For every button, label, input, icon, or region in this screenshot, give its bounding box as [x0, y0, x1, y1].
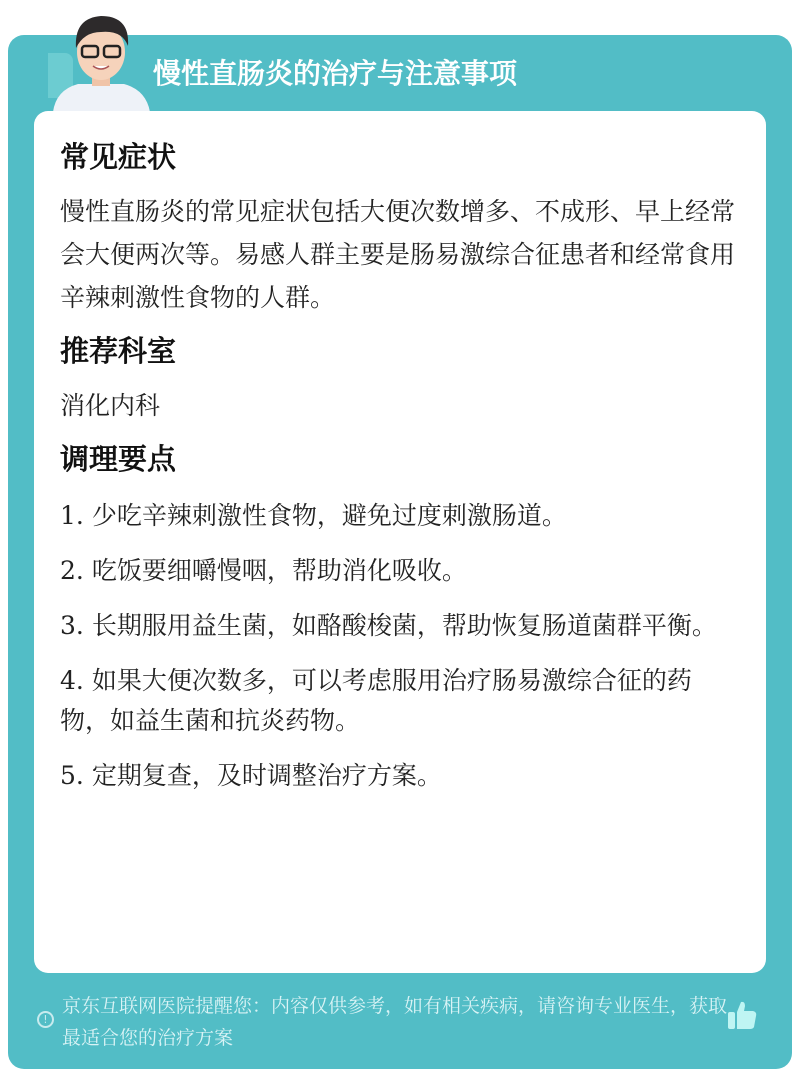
care-item-number: 1.	[60, 501, 84, 530]
department-heading: 推荐科室	[60, 334, 177, 368]
care-list	[60, 496, 740, 796]
disclaimer-text: 京东互联网医院提醒您：内容仅供参考，如有相关疾病，请咨询专业医生，获取最适合您的治疗方案	[62, 995, 728, 1049]
page-title: 慢性直肠炎的治疗与注意事项	[153, 57, 518, 90]
care-heading: 调理要点	[60, 442, 177, 476]
doctor-avatar	[48, 8, 154, 112]
care-item	[60, 551, 740, 591]
care-item-text: 如果大便次数多，可以考虑服用治疗肠易激综合征的药物，如益生菌和抗炎药物。	[60, 666, 692, 735]
care-item-number: 4.	[60, 666, 84, 695]
symptoms-text: 慢性直肠炎的常见症状包括大便次数增多、不成形、早上经常会大便两次等。易感人群主要是肠易激综合征患者和经常食用辛辣刺激性食物的人群。	[60, 197, 736, 312]
care-item-text: 吃饭要细嚼慢咽，帮助消化吸收。	[91, 556, 467, 585]
care-item-number: 3.	[60, 611, 84, 640]
care-item-text: 定期复查，及时调整治疗方案。	[91, 761, 442, 790]
symptoms-heading: 常见症状	[60, 140, 177, 174]
care-item	[60, 496, 740, 536]
care-item	[60, 661, 740, 741]
department-text: 消化内科	[60, 391, 161, 420]
care-item-number: 2.	[60, 556, 84, 585]
care-item	[60, 606, 740, 646]
info-icon: !	[37, 1011, 54, 1028]
care-item-text: 少吃辛辣刺激性食物，避免过度刺激肠道。	[91, 501, 567, 530]
care-item-text: 长期服用益生菌，如酪酸梭菌，帮助恢复肠道菌群平衡。	[91, 611, 717, 640]
info-card	[34, 111, 766, 973]
care-item-number: 5.	[60, 761, 84, 790]
thumbs-up-icon[interactable]	[726, 999, 758, 1031]
care-item	[60, 756, 740, 796]
